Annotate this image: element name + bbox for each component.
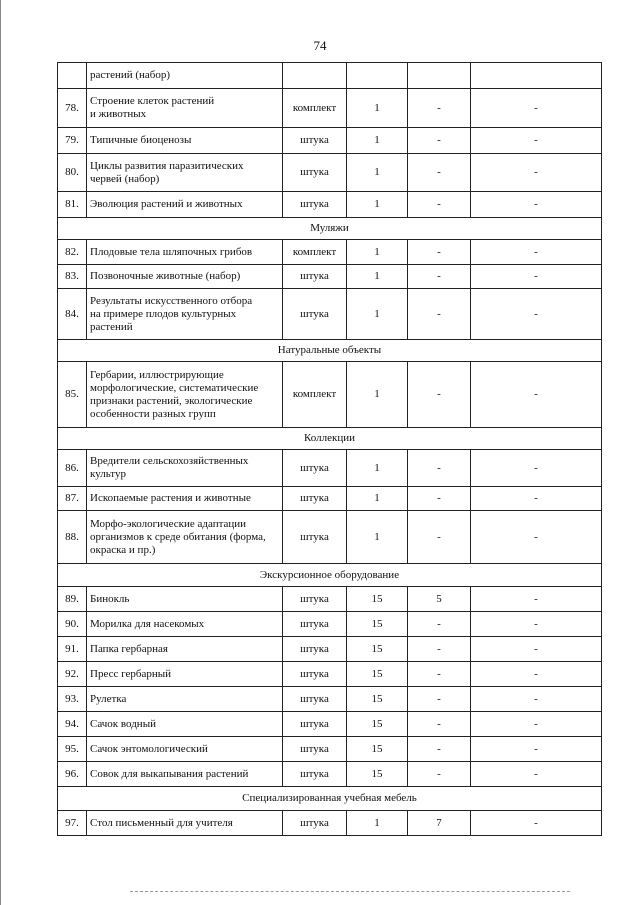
row-number: 89.	[58, 587, 87, 612]
column-6-cell: -	[471, 712, 602, 737]
scan-edge-left	[0, 0, 1, 905]
column-6-cell: -	[471, 762, 602, 787]
section-title: Коллекции	[58, 428, 602, 450]
column-6-cell: -	[471, 811, 602, 836]
unit-cell: комплект	[283, 89, 347, 128]
item-name: растений (набор)	[87, 63, 283, 89]
item-name: Папка гербарная	[87, 637, 283, 662]
row-number: 90.	[58, 612, 87, 637]
item-name: Стол письменный для учителя	[87, 811, 283, 836]
column-6-cell: -	[471, 612, 602, 637]
item-name: Сачок энтомологический	[87, 737, 283, 762]
item-name: Ископаемые растения и животные	[87, 487, 283, 511]
column-5-cell: -	[408, 154, 471, 192]
table-row	[58, 265, 602, 289]
column-6-cell: -	[471, 289, 602, 340]
section-row	[58, 340, 602, 362]
section-title: Муляжи	[58, 218, 602, 240]
table-row	[58, 587, 602, 612]
row-number: 79.	[58, 128, 87, 154]
column-5-cell: -	[408, 712, 471, 737]
row-number: 81.	[58, 192, 87, 218]
table-row	[58, 128, 602, 154]
column-6-cell: -	[471, 450, 602, 487]
table-row	[58, 811, 602, 836]
unit-cell: штука	[283, 487, 347, 511]
column-6-cell: -	[471, 662, 602, 687]
column-5-cell: -	[408, 487, 471, 511]
row-number: 93.	[58, 687, 87, 712]
unit-cell: комплект	[283, 240, 347, 265]
quantity-cell: 15	[347, 737, 408, 762]
section-title: Натуральные объекты	[58, 340, 602, 362]
table-row	[58, 289, 602, 340]
column-6-cell: -	[471, 637, 602, 662]
section-row	[58, 218, 602, 240]
table-row	[58, 511, 602, 564]
quantity-cell: 1	[347, 89, 408, 128]
item-name: Сачок водный	[87, 712, 283, 737]
column-5-cell: -	[408, 762, 471, 787]
quantity-cell: 15	[347, 587, 408, 612]
column-5-cell: -	[408, 89, 471, 128]
item-name: Рулетка	[87, 687, 283, 712]
row-number: 87.	[58, 487, 87, 511]
item-name: Морфо-экологические адаптации организмов к среде обитания (форма, окраска и пр.)	[87, 511, 283, 564]
item-name: Циклы развития паразитических червей (набор)	[87, 154, 283, 192]
column-5-cell: 7	[408, 811, 471, 836]
column-6-cell: -	[471, 128, 602, 154]
quantity-cell: 1	[347, 192, 408, 218]
quantity-cell: 15	[347, 712, 408, 737]
column-5-cell: 5	[408, 587, 471, 612]
item-name: Типичные биоценозы	[87, 128, 283, 154]
unit-cell: штука	[283, 265, 347, 289]
quantity-cell: 1	[347, 450, 408, 487]
unit-cell: штука	[283, 687, 347, 712]
quantity-cell: 15	[347, 662, 408, 687]
row-number: 86.	[58, 450, 87, 487]
table-row	[58, 687, 602, 712]
table-row	[58, 487, 602, 511]
unit-cell: штука	[283, 511, 347, 564]
column-6-cell: -	[471, 587, 602, 612]
column-5-cell: -	[408, 240, 471, 265]
unit-cell: штука	[283, 128, 347, 154]
item-name: Позвоночные животные (набор)	[87, 265, 283, 289]
table-row	[58, 662, 602, 687]
unit-cell: комплект	[283, 362, 347, 428]
row-number	[58, 63, 87, 89]
section-row	[58, 564, 602, 587]
quantity-cell: 1	[347, 128, 408, 154]
row-number: 83.	[58, 265, 87, 289]
quantity-cell: 1	[347, 362, 408, 428]
column-5-cell: -	[408, 289, 471, 340]
item-name: Вредители сельскохозяйственных культур	[87, 450, 283, 487]
item-name: Строение клеток растений и животных	[87, 89, 283, 128]
column-5-cell: -	[408, 265, 471, 289]
page-number: 74	[313, 38, 327, 53]
unit-cell: штука	[283, 637, 347, 662]
section-row	[58, 428, 602, 450]
item-name: Результаты искусственного отбора на примере плодов культурных растений	[87, 289, 283, 340]
column-6-cell: -	[471, 487, 602, 511]
column-5-cell: -	[408, 737, 471, 762]
unit-cell	[283, 63, 347, 89]
column-6-cell	[471, 63, 602, 89]
column-5-cell: -	[408, 128, 471, 154]
unit-cell: штука	[283, 662, 347, 687]
row-number: 82.	[58, 240, 87, 265]
section-row	[58, 787, 602, 811]
item-name: Бинокль	[87, 587, 283, 612]
quantity-cell: 1	[347, 811, 408, 836]
section-title: Специализированная учебная мебель	[58, 787, 602, 811]
unit-cell: штука	[283, 762, 347, 787]
unit-cell: штука	[283, 450, 347, 487]
column-6-cell: -	[471, 240, 602, 265]
unit-cell: штука	[283, 289, 347, 340]
unit-cell: штука	[283, 154, 347, 192]
table-row	[58, 762, 602, 787]
row-number: 84.	[58, 289, 87, 340]
row-number: 96.	[58, 762, 87, 787]
column-5-cell: -	[408, 612, 471, 637]
quantity-cell: 1	[347, 487, 408, 511]
column-6-cell: -	[471, 265, 602, 289]
row-number: 97.	[58, 811, 87, 836]
row-number: 92.	[58, 662, 87, 687]
unit-cell: штука	[283, 737, 347, 762]
column-5-cell: -	[408, 687, 471, 712]
item-name: Плодовые тела шляпочных грибов	[87, 240, 283, 265]
table-row	[58, 154, 602, 192]
column-6-cell: -	[471, 687, 602, 712]
table-row	[58, 240, 602, 265]
item-name: Морилка для насекомых	[87, 612, 283, 637]
table-row	[58, 712, 602, 737]
unit-cell: штука	[283, 712, 347, 737]
item-name: Совок для выкапывания растений	[87, 762, 283, 787]
row-number: 78.	[58, 89, 87, 128]
quantity-cell: 15	[347, 762, 408, 787]
quantity-cell: 1	[347, 511, 408, 564]
row-number: 85.	[58, 362, 87, 428]
item-name: Пресс гербарный	[87, 662, 283, 687]
column-6-cell: -	[471, 362, 602, 428]
table-row	[58, 89, 602, 128]
table-row	[58, 637, 602, 662]
column-6-cell: -	[471, 89, 602, 128]
quantity-cell: 15	[347, 637, 408, 662]
unit-cell: штука	[283, 612, 347, 637]
column-6-cell: -	[471, 511, 602, 564]
row-number: 80.	[58, 154, 87, 192]
scan-edge-bottom	[130, 891, 570, 892]
unit-cell: штука	[283, 192, 347, 218]
row-number: 88.	[58, 511, 87, 564]
row-number: 94.	[58, 712, 87, 737]
quantity-cell: 1	[347, 289, 408, 340]
table-row	[58, 192, 602, 218]
column-6-cell: -	[471, 192, 602, 218]
item-name: Гербарии, иллюстрирующие морфологические, систематические признаки растений, экологические особенности разных групп	[87, 362, 283, 428]
row-number: 95.	[58, 737, 87, 762]
equipment-table	[57, 62, 602, 836]
quantity-cell: 1	[347, 240, 408, 265]
column-5-cell	[408, 63, 471, 89]
quantity-cell: 15	[347, 687, 408, 712]
unit-cell: штука	[283, 811, 347, 836]
column-6-cell: -	[471, 737, 602, 762]
item-name: Эволюция растений и животных	[87, 192, 283, 218]
quantity-cell: 1	[347, 265, 408, 289]
table-row	[58, 737, 602, 762]
table-row	[58, 362, 602, 428]
quantity-cell: 1	[347, 154, 408, 192]
column-5-cell: -	[408, 637, 471, 662]
quantity-cell	[347, 63, 408, 89]
column-5-cell: -	[408, 511, 471, 564]
column-5-cell: -	[408, 450, 471, 487]
quantity-cell: 15	[347, 612, 408, 637]
unit-cell: штука	[283, 587, 347, 612]
table-row	[58, 63, 602, 89]
row-number: 91.	[58, 637, 87, 662]
column-6-cell: -	[471, 154, 602, 192]
section-title: Экскурсионное оборудование	[58, 564, 602, 587]
table-row	[58, 612, 602, 637]
column-5-cell: -	[408, 192, 471, 218]
table-row	[58, 450, 602, 487]
column-5-cell: -	[408, 362, 471, 428]
column-5-cell: -	[408, 662, 471, 687]
